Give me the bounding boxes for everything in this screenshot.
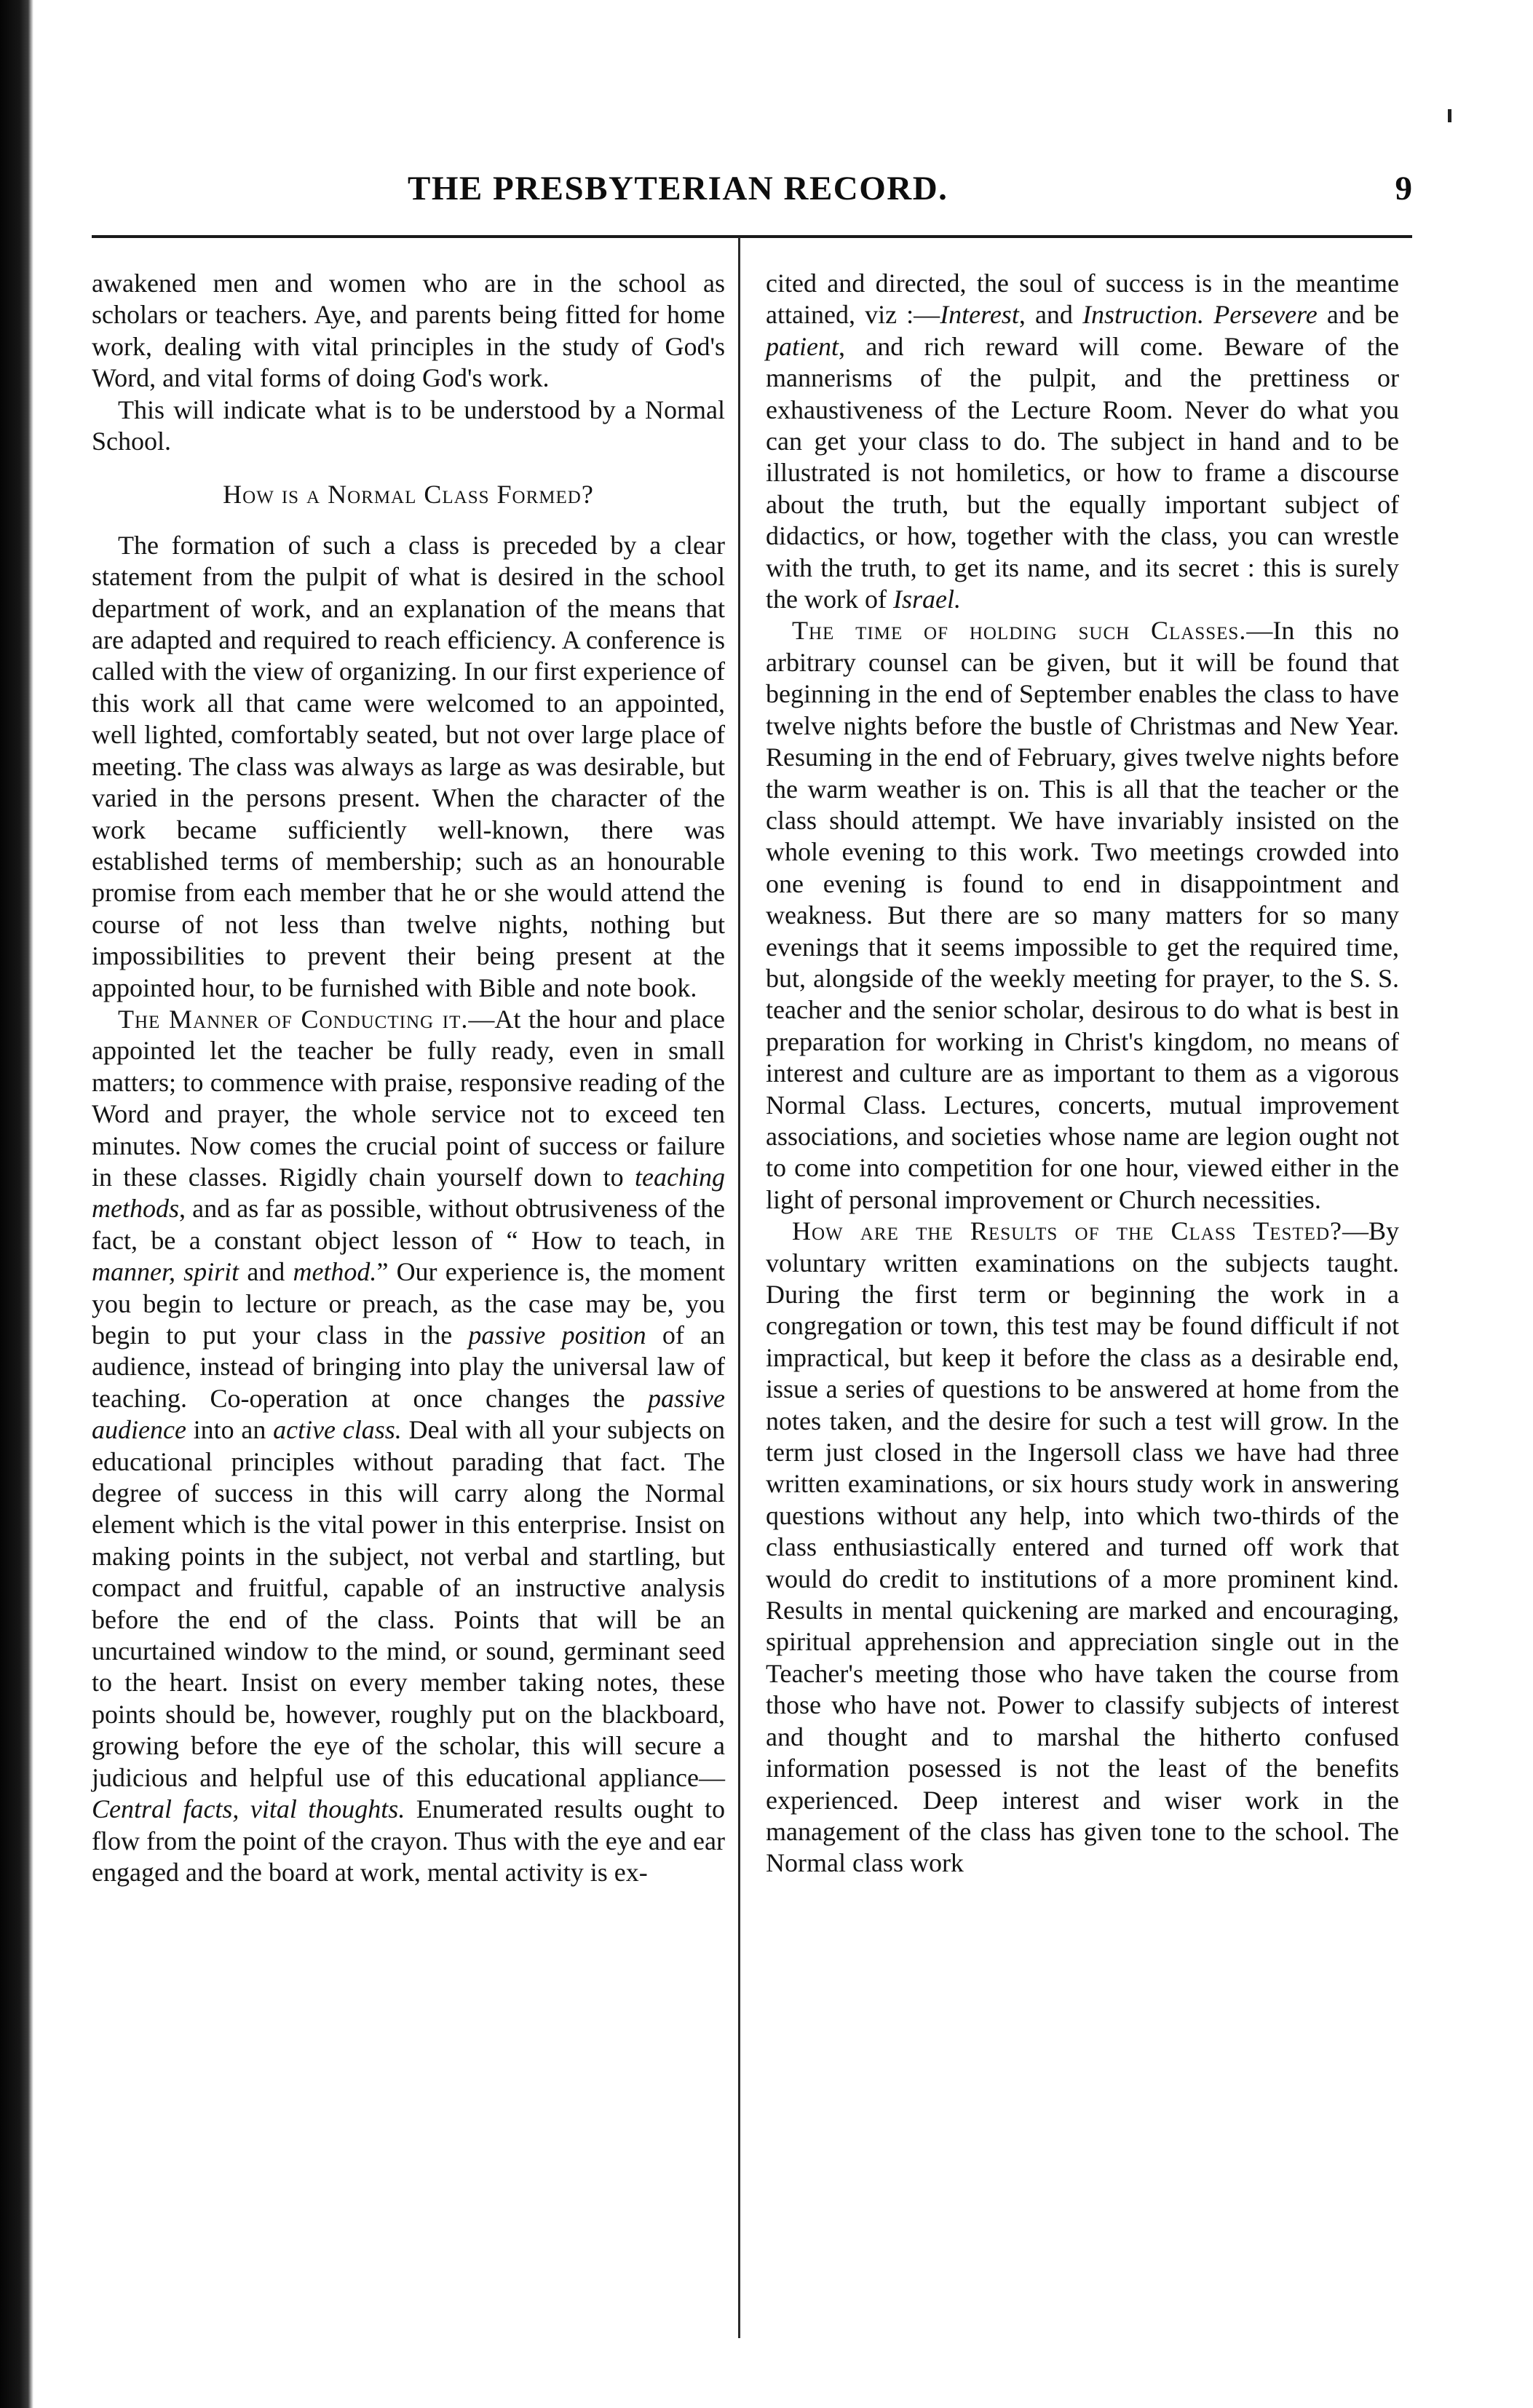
paragraph-continued: awakened men and women who are in the school as scholars or teachers. Aye, and parents being fitted for home work, dealing with vital principles in the study of God's Word, and vital forms of doing God's work. (92, 269, 725, 393)
header-rule (92, 235, 1412, 238)
italic-run: teaching methods (92, 1162, 725, 1224)
text-run: Deal with all your subjects on educational principles without parading that fact. The degree of success in this will carry along the Normal element which is the vital power in this enterprise. Insist on making points in the subject, not verbal and startling, but compact and fruitful, capable of an instructive analysis before the end of the class. Points that will be an uncurtained window to the mind, or sound, germinant seed to the heart. Insist on every member taking notes, these points should be, however, roughly put on the blackboard, growing before the eye of the scholar, this will secure a judicious and helpful use of this educational appliance— (92, 1415, 725, 1792)
italic-run: Central facts, vital thoughts. (92, 1794, 405, 1824)
text-run: and (239, 1257, 293, 1287)
paragraph-formation: The formation of such a class is preceded by a clear statement from the pulpit of what is desired in the school department of work, and an explanation of the means that are adapted and required to reach efficiency. A conference is called with the view of organizing. In our first experience of this work all that came were welcomed to an appointed, well lighted, comfortably seated, but not over large place of meeting. The class was always as large as was desirable, but varied in the persons present. When the character of the work became sufficiently well-known, there was established terms of membership; such as an honourable promise from each member that he or she would attend the course of not less than twelve nights, nothing but impossibilities to prevent their being present at the appointed hour, to be furnished with Bible and note book. (92, 530, 725, 1002)
paragraph-normal-school: This will indicate what is to be understood by a Normal School. (92, 395, 725, 456)
run-in-heading-manner: The Manner of Conducting it. (118, 1004, 469, 1034)
left-column (92, 268, 725, 1888)
italic-run: Interest (940, 300, 1019, 330)
text-run: , and as far as possible, without obtrusiveness of the fact, be a constant object lesson of “ How to teach, in (92, 1194, 725, 1255)
running-header (408, 169, 1412, 215)
text-run: and be (1317, 300, 1399, 330)
text-run: into an (186, 1415, 274, 1445)
italic-run: patient (766, 331, 839, 361)
text-run: of an audience, instead of bringing into play the universal law of teaching. Co-operation at once changes the (92, 1320, 726, 1413)
italic-run: Persevere (1213, 300, 1318, 330)
text-run (1204, 300, 1213, 329)
book-binding-edge (0, 0, 33, 2408)
text-run: —At the hour and place appointed let the teacher be fully ready, even in small matters; to commence with praise, responsive reading of the Word and prayer, the whole service not to exceed ten minutes. Now comes the crucial point of success or failure in these classes. Rigidly chain yourself down to (92, 1004, 725, 1192)
italic-run: active class. (273, 1415, 402, 1445)
text-run: —In this no arbitrary counsel can be given, but it will be found that beginning in the end of September enables the class to have twelve nights before the bustle of Christmas and New Year. Resuming in the end of February, gives twelve nights before the warm weather is on. This is all that the teacher or the class should attempt. We have invariably insisted on the whole evening to this work. Two meetings crowded into one evening is found to end in disappointment and weakness. But there are so many matters for so many evenings that it seems impossible to get the required time, but, alongside of the weekly meeting for prayer, to the S. S. teacher and the senior scholar, desirous to do what is best in preparation for working in Christ's kingdom, no means of interest and culture are as important to them as a vigorous Normal Class. Lectures, concerts, mutual improvement associations, and societies whose name are legion ought not to come into competition for one hour, viewed either in the light of personal improvement or Church necessities. (766, 616, 1399, 1214)
italic-run: Instruction. (1082, 300, 1205, 330)
italic-run: passive position (468, 1320, 646, 1350)
paragraph-manner-of-conducting (92, 1004, 725, 1888)
section-heading-class-formed: How is a Normal Class Formed? (223, 480, 594, 510)
italic-run: Israel. (892, 585, 961, 614)
text-run: , and (1018, 300, 1083, 330)
right-column (766, 268, 1399, 1880)
paragraph-time-of-holding (766, 615, 1399, 1216)
paragraph-interest-instruction (766, 268, 1399, 615)
italic-run: method. (293, 1257, 377, 1287)
text-run: —By voluntary written examinations on the subjects taught. During the first term or beginning the work in a congregation or town, this test may be found difficult if not impractical, but keep it before the class as a desirable end, issue a series of questions to be answered at home from the notes taken, and the desire for such a test will grow. In the term just closed in the Ingersoll class we have had three written examinations, or six hours study work in answering questions without any help, into which two-thirds of the class enthusiastically entered and turned off work that would do credit to institutions of a more prominent kind. Results in mental quickening are marked and encouraging, spiritual apprehension and appreciation single out in the Teacher's meeting those who have taken the course from those who have not. Power to classify subjects of interest and thought and to marshal the hitherto confused information posessed is not the least of the benefits experienced. Deep interest and wiser work in the management of the class has given tone to the school. The Normal class work (766, 1216, 1399, 1878)
run-in-heading-time: The time of holding such Classes. (792, 616, 1247, 646)
column-divider (738, 237, 740, 2338)
paragraph-results-tested (766, 1216, 1399, 1880)
page-number: 9 (1395, 170, 1412, 207)
journal-title: THE PRESBYTERIAN RECORD. (408, 170, 948, 207)
run-in-heading-results: How are the Results of the Class Tested? (792, 1216, 1342, 1246)
text-run: ” Our experience is, the moment you begin to lecture or preach, as the case may be, you begin to put your class in the (92, 1257, 725, 1350)
scan-speck (1448, 109, 1451, 122)
italic-run: passive audience (92, 1383, 725, 1445)
text-run: , and rich reward will come. Beware of the mannerisms of the pulpit, and the prettiness or exhaustiveness of the Lecture Room. Never do what you can get your class to do. The subject in hand and to be illustrated is not homiletics, or how to frame a discourse about the truth, but the equally important subject of didactics, or how, together with the class, you can wrestle with the truth, to get its name, and its secret : this is surely the work of (766, 331, 1399, 614)
text-run: cited and directed, the soul of success is in the meantime attained, viz :— (766, 269, 1399, 330)
text-run: Enumerated results ought to flow from the point of the crayon. Thus with the eye and ear engaged and the board at work, mental activity is ex- (92, 1794, 725, 1887)
italic-run: manner, spirit (92, 1257, 239, 1287)
